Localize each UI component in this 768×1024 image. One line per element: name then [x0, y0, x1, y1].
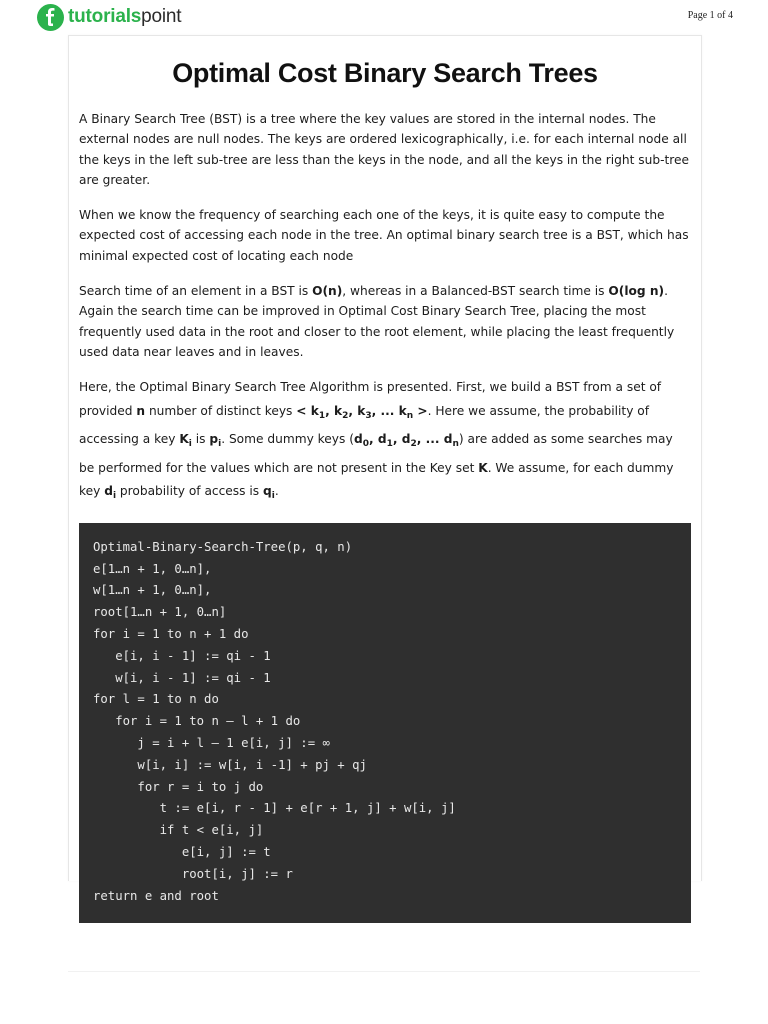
subscript: 0 [362, 439, 369, 450]
math-text: > [413, 403, 428, 418]
math-text: , d [369, 432, 387, 447]
subscript: i [218, 439, 222, 450]
subscript: 2 [342, 410, 349, 421]
math-text: p [209, 432, 219, 447]
logo-icon [37, 4, 64, 31]
code-line: if t < e[i, j] [93, 823, 264, 838]
code-line: e[1…n + 1, 0…n], [93, 561, 212, 576]
code-line: root[1…n + 1, 0…n] [93, 605, 227, 620]
math-term [209, 432, 222, 450]
subscript: 3 [365, 410, 372, 421]
paragraph-bst-definition: A Binary Search Tree (BST) is a tree where the key values are stored in the internal nodes. The external nodes are null nodes. The keys are ordered lexicographically, i.e. for each internal node all the keys in the left sub-tree are less than the keys in the node, and all the keys in the right sub-tree are greater. [79, 112, 690, 187]
math-text: d [354, 432, 363, 447]
subscript: n [406, 410, 414, 421]
code-line: e[i, j] := t [93, 844, 271, 859]
paragraph-search-time [79, 281, 691, 362]
page-indicator: Page 1 of 4 [687, 10, 733, 21]
text-run: . We assume, for each dummy key [79, 460, 674, 499]
subscript: 2 [410, 439, 417, 450]
math-text: , k [325, 403, 343, 418]
logo-text-secondary: point [141, 6, 182, 27]
text-run: ) are added as some searches may be performed for the values which are not present in the Key set [79, 432, 673, 475]
text-run: , whereas in a Balanced-BST search time is [342, 284, 609, 299]
text-run: . Some dummy keys ( [221, 432, 354, 447]
code-line: w[i, i - 1] := qi - 1 [93, 670, 271, 685]
subscript: 1 [386, 439, 393, 450]
text-run: Here, the Optimal Binary Search Tree Algorithm is presented. First, we build a BST from a set of provided [79, 380, 662, 418]
code-line: j = i + l – 1 e[i, j] := ∞ [93, 735, 330, 750]
subscript: 1 [318, 410, 326, 421]
text-run: number of distinct keys [145, 403, 297, 418]
bold-term: K [478, 460, 488, 475]
code-line: Optimal-Binary-Search-Tree(p, q, n) [93, 539, 353, 554]
paragraph-algorithm-intro [79, 376, 691, 509]
bold-term: O(n) [312, 284, 343, 299]
math-text: < k [296, 403, 319, 418]
code-line: return e and root [93, 888, 219, 903]
code-line: e[i, i - 1] := qi - 1 [93, 648, 271, 663]
math-text: K [179, 432, 189, 447]
math-text: , ... k [371, 403, 407, 418]
code-line: t := e[i, r - 1] + e[r + 1, j] + w[i, j] [93, 801, 456, 816]
text-run: . [274, 484, 279, 499]
subscript: i [112, 491, 117, 502]
subscript: i [271, 491, 275, 502]
code-block[interactable] [79, 523, 691, 923]
article-sheet [68, 35, 702, 903]
text-run: Search time of an element in a BST is [79, 284, 313, 299]
bold-term: n [136, 403, 146, 418]
tutorialspoint-logo[interactable] [37, 2, 181, 32]
code-line: for i = 1 to n + 1 do [93, 626, 249, 641]
math-term [179, 432, 192, 450]
math-text: q [263, 484, 272, 499]
text-run: . Here we assume, the probability of accessing a key [79, 403, 650, 447]
math-term [104, 484, 117, 502]
logo-wordmark [68, 6, 181, 28]
page-bottom-divider [68, 971, 700, 972]
keys-set [296, 403, 428, 421]
code-line: root[i, j] := r [93, 866, 293, 881]
text-run: . Again the search time can be improved in Optimal Cost Binary Search Tree, placing the most frequently used data in the root and closer to the root element, while placing the least frequently used data near leaves and in leaves. [79, 284, 675, 359]
text-run: probability of access is [116, 484, 263, 499]
subscript: n [452, 439, 459, 450]
math-text: , ... d [416, 432, 453, 447]
code-line: for i = 1 to n – l + 1 do [93, 714, 301, 729]
page-title: Optimal Cost Binary Search Trees [172, 58, 598, 88]
logo-t-glyph [43, 7, 59, 27]
dummy-keys-set [354, 432, 459, 450]
math-text: , k [348, 403, 366, 418]
code-line: w[1…n + 1, 0…n], [93, 583, 212, 598]
math-term [263, 484, 275, 502]
logo-text-primary: tutorials [68, 6, 142, 27]
subscript: i [188, 439, 192, 450]
code-line: for l = 1 to n do [93, 692, 219, 707]
code-line: w[i, i] := w[i, i -1] + pj + qj [93, 757, 367, 772]
math-text: , d [392, 432, 411, 447]
code-line: for r = i to j do [93, 779, 264, 794]
article-content [79, 36, 691, 923]
top-bar [0, 0, 768, 34]
text-run: is [191, 432, 210, 447]
bold-term: O(log n) [608, 284, 665, 299]
paragraph-expected-cost: When we know the frequency of searching each one of the keys, it is quite easy to compute the expected cost of accessing each node in the tree. An optimal binary search tree is a BST, which has minimal expected cost of locating each node [79, 208, 689, 263]
math-text: d [104, 484, 113, 499]
